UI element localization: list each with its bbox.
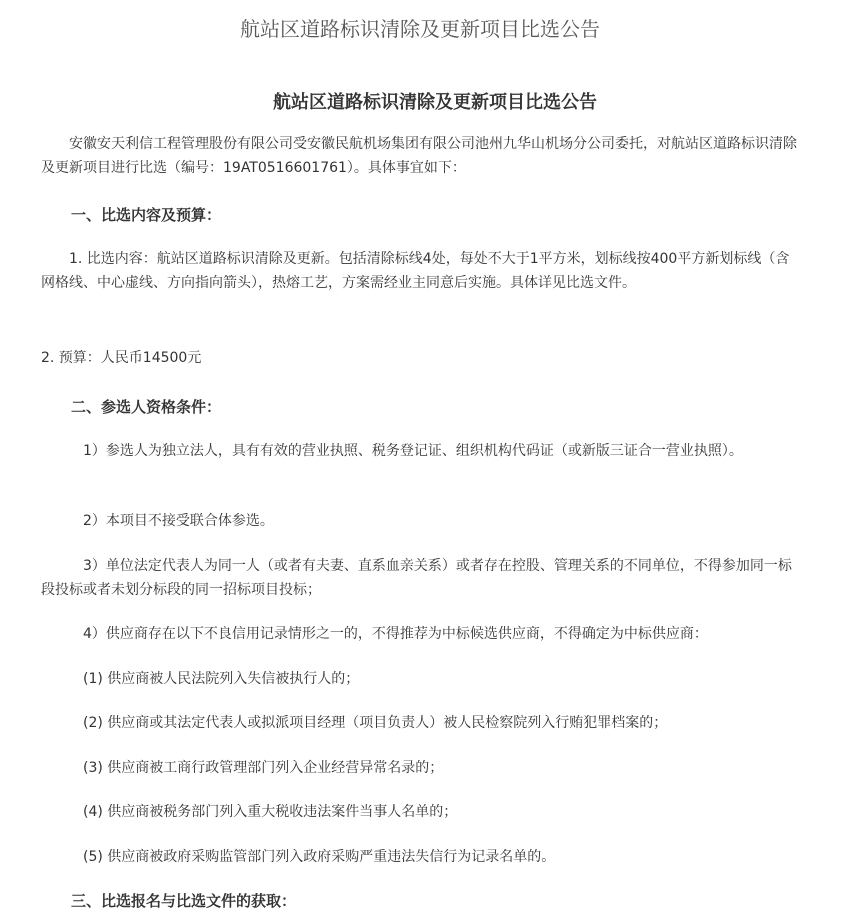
credit-condition-3: (3) 供应商被工商行政管理部门列入企业经营异常名录的； [41, 760, 444, 776]
requirement-4: 4）供应商存在以下不良信用记录情形之一的，不得推荐为中标候选供应商，不得确定为中标供应商： [41, 626, 708, 642]
requirement-2: 2）本项目不接受联合体参选。 [41, 513, 274, 529]
credit-condition-2: (2) 供应商或其法定代表人或拟派项目经理（项目负责人）被人民检察院列入行贿犯罪档案的； [41, 715, 668, 731]
section-3-heading: 三、比选报名与比选文件的获取： [41, 892, 297, 910]
section-2-heading: 二、参选人资格条件： [41, 398, 222, 416]
intro-paragraph: 安徽安天利信工程管理股份有限公司受安徽民航机场集团有限公司池州九华山机场分公司委托，对航站区道路标识清除及更新项目进行比选（编号：19AT0516601761）。具体事宜如下： [41, 136, 797, 176]
credit-condition-4: (4) 供应商被税务部门列入重大税收违法案件当事人名单的； [41, 804, 458, 820]
section-1-item-1: 1. 比选内容：航站区道路标识清除及更新。包括清除标线4处，每处不大于1平方米，划标线按400平方新划标线（含网格线、中心虚线、方向指向箭头），热熔工艺，方案需经业主同意后实施。具体详见比选文件。 [41, 251, 790, 291]
section-1-item-2: 2. 预算：人民币14500元 [41, 350, 202, 366]
requirement-1: 1）参选人为独立法人，具有有效的营业执照、税务登记证、组织机构代码证（或新版三证合一营业执照）。 [41, 443, 743, 459]
document-title: 航站区道路标识清除及更新项目比选公告 [273, 92, 597, 113]
requirement-3: 3）单位法定代表人为同一人（或者有夫妻、直系血亲关系）或者存在控股、管理关系的不同单位，不得参加同一标段投标或者未划分标段的同一招标项目投标； [41, 558, 792, 598]
credit-condition-5: (5) 供应商被政府采购监管部门列入政府采购严重违法失信行为记录名单的。 [41, 849, 556, 865]
page-title: 航站区道路标识清除及更新项目比选公告 [240, 17, 600, 41]
section-1-heading: 一、比选内容及预算： [41, 206, 222, 224]
credit-condition-1: (1) 供应商被人民法院列入失信被执行人的； [41, 671, 360, 687]
